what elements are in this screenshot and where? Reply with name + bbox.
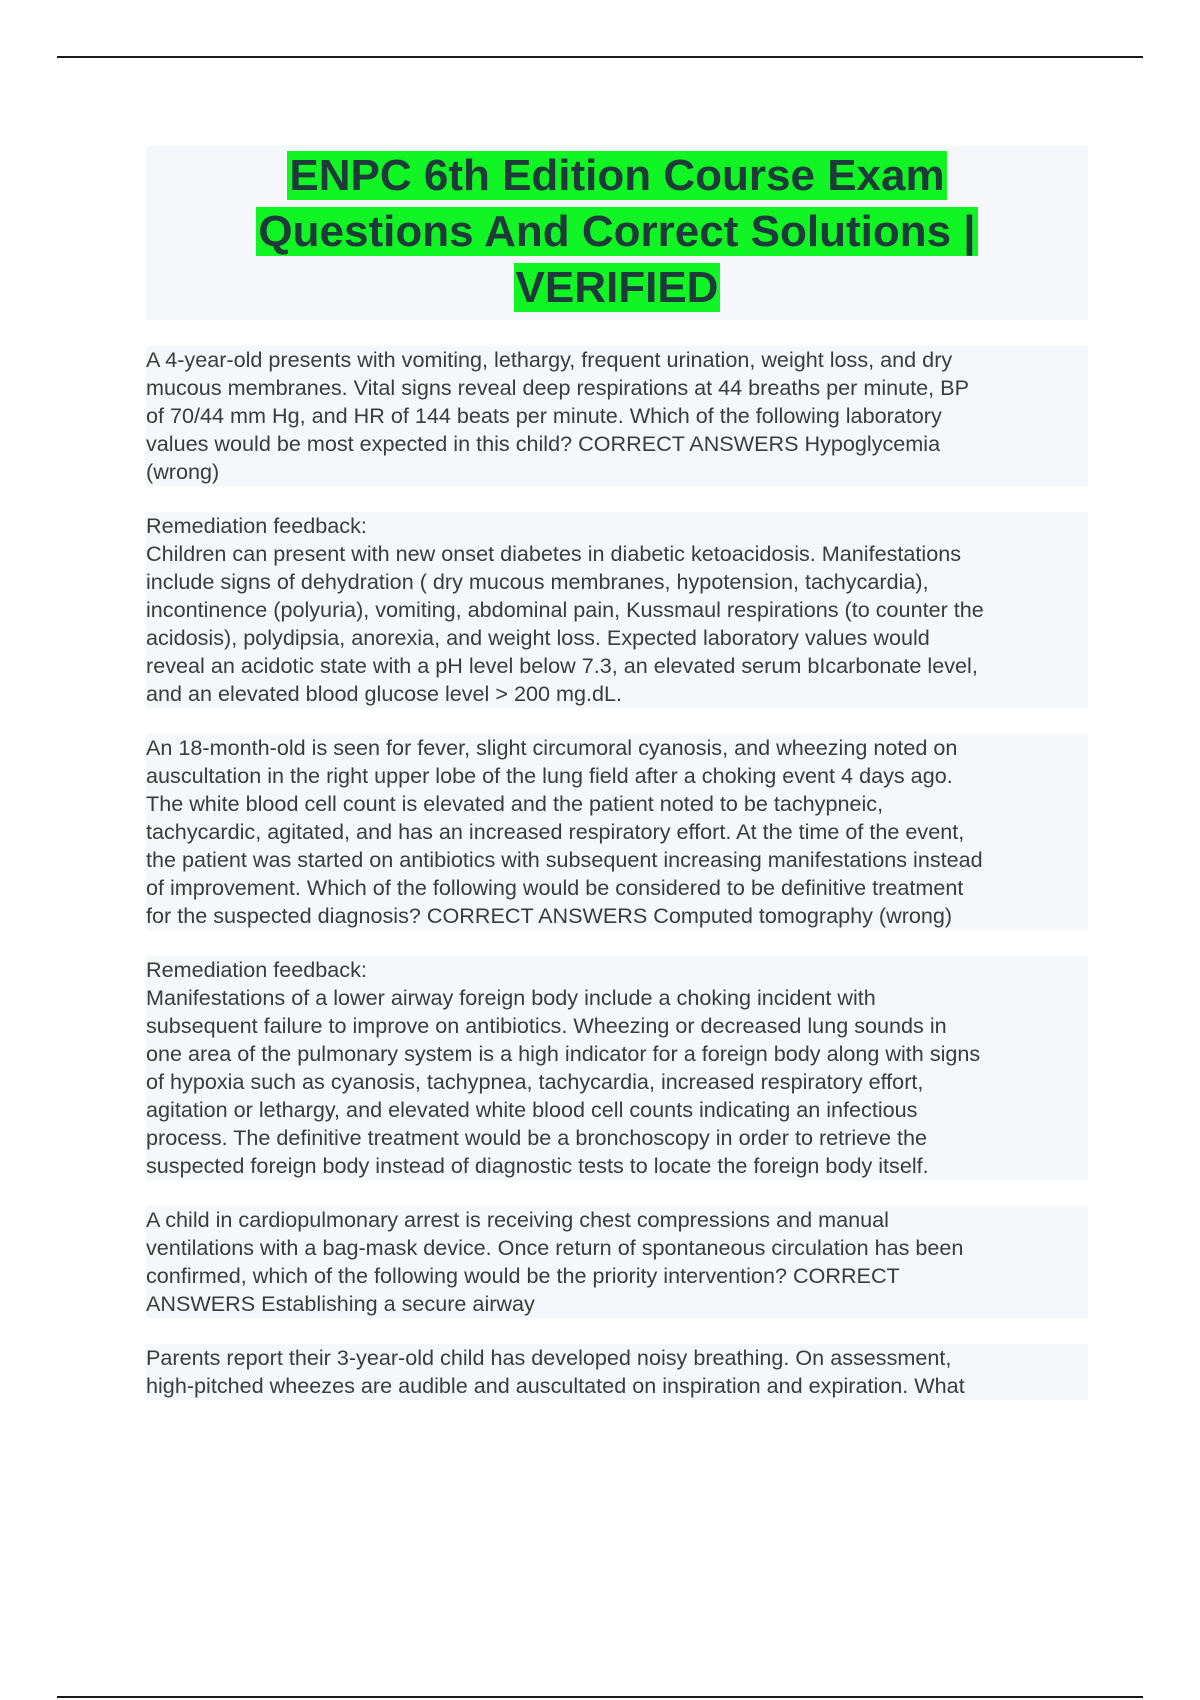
text-line: and an elevated blood glucose level > 200 mg.dL.: [146, 681, 623, 706]
document-title: [146, 148, 1088, 316]
text-line: acidosis), polydipsia, anorexia, and weight loss. Expected laboratory values would: [146, 625, 930, 650]
text-line: reveal an acidotic state with a pH level below 7.3, an elevated serum bIcarbonate level,: [146, 653, 978, 678]
text-line: suspected foreign body instead of diagnostic tests to locate the foreign body itself.: [146, 1153, 929, 1178]
question-paragraph: [146, 1344, 1088, 1400]
text-line: process. The definitive treatment would be a bronchoscopy in order to retrieve the: [146, 1125, 928, 1150]
text-line: ANSWERS Establishing a secure airway: [146, 1291, 535, 1316]
text-line: of 70/44 mm Hg, and HR of 144 beats per minute. Which of the following laboratory: [146, 403, 942, 428]
text-line: Manifestations of a lower airway foreign body include a choking incident with: [146, 985, 876, 1010]
title-line-2: Questions And Correct Solutions |: [258, 207, 976, 256]
text-line: confirmed, which of the following would be the priority intervention? CORRECT: [146, 1263, 900, 1288]
remediation-feedback-paragraph: [146, 512, 1088, 708]
text-line: A 4-year-old presents with vomiting, lethargy, frequent urination, weight loss, and dry: [146, 347, 953, 372]
feedback-label: Remediation feedback:: [146, 957, 367, 982]
remediation-feedback-paragraph: [146, 956, 1088, 1180]
text-line: the patient was started on antibiotics with subsequent increasing manifestations instead: [146, 847, 983, 872]
page-bottom-rule: [57, 1696, 1143, 1698]
question-paragraph: [146, 734, 1088, 930]
question-paragraph: [146, 1206, 1088, 1318]
text-line: of hypoxia such as cyanosis, tachypnea, tachycardia, increased respiratory effort,: [146, 1069, 924, 1094]
text-line: subsequent failure to improve on antibiotics. Wheezing or decreased lung sounds in: [146, 1013, 947, 1038]
text-line: agitation or lethargy, and elevated white blood cell counts indicating an infectious: [146, 1097, 918, 1122]
text-line: (wrong): [146, 459, 220, 484]
text-line: values would be most expected in this child? CORRECT ANSWERS Hypoglycemia: [146, 431, 941, 456]
text-line: Children can present with new onset diabetes in diabetic ketoacidosis. Manifestations: [146, 541, 962, 566]
text-line: high-pitched wheezes are audible and auscultated on inspiration and expiration. What: [146, 1373, 965, 1398]
text-line: include signs of dehydration ( dry mucous membranes, hypotension, tachycardia),: [146, 569, 929, 594]
text-line: for the suspected diagnosis? CORRECT ANSWERS Computed tomography (wrong): [146, 903, 953, 928]
text-line: Parents report their 3-year-old child has developed noisy breathing. On assessment,: [146, 1345, 952, 1370]
title-line-3: VERIFIED: [515, 263, 719, 312]
text-line: The white blood cell count is elevated and the patient noted to be tachypneic,: [146, 791, 884, 816]
text-line: tachycardic, agitated, and has an increased respiratory effort. At the time of the event,: [146, 819, 965, 844]
text-line: A child in cardiopulmonary arrest is receiving chest compressions and manual: [146, 1207, 889, 1232]
title-block: [146, 146, 1088, 320]
feedback-label: Remediation feedback:: [146, 513, 367, 538]
text-line: of improvement. Which of the following would be considered to be definitive treatment: [146, 875, 964, 900]
text-line: ventilations with a bag-mask device. Once return of spontaneous circulation has been: [146, 1235, 964, 1260]
question-list: [146, 346, 1088, 1400]
text-line: incontinence (polyuria), vomiting, abdominal pain, Kussmaul respirations (to counter the: [146, 597, 984, 622]
document-body: [146, 146, 1088, 1426]
question-paragraph: [146, 346, 1088, 486]
text-line: one area of the pulmonary system is a high indicator for a foreign body along with signs: [146, 1041, 981, 1066]
text-line: auscultation in the right upper lobe of the lung field after a choking event 4 days ago.: [146, 763, 953, 788]
text-line: mucous membranes. Vital signs reveal deep respirations at 44 breaths per minute, BP: [146, 375, 969, 400]
page-top-rule: [57, 56, 1143, 58]
title-line-1: ENPC 6th Edition Course Exam: [289, 151, 945, 200]
text-line: An 18-month-old is seen for fever, slight circumoral cyanosis, and wheezing noted on: [146, 735, 958, 760]
